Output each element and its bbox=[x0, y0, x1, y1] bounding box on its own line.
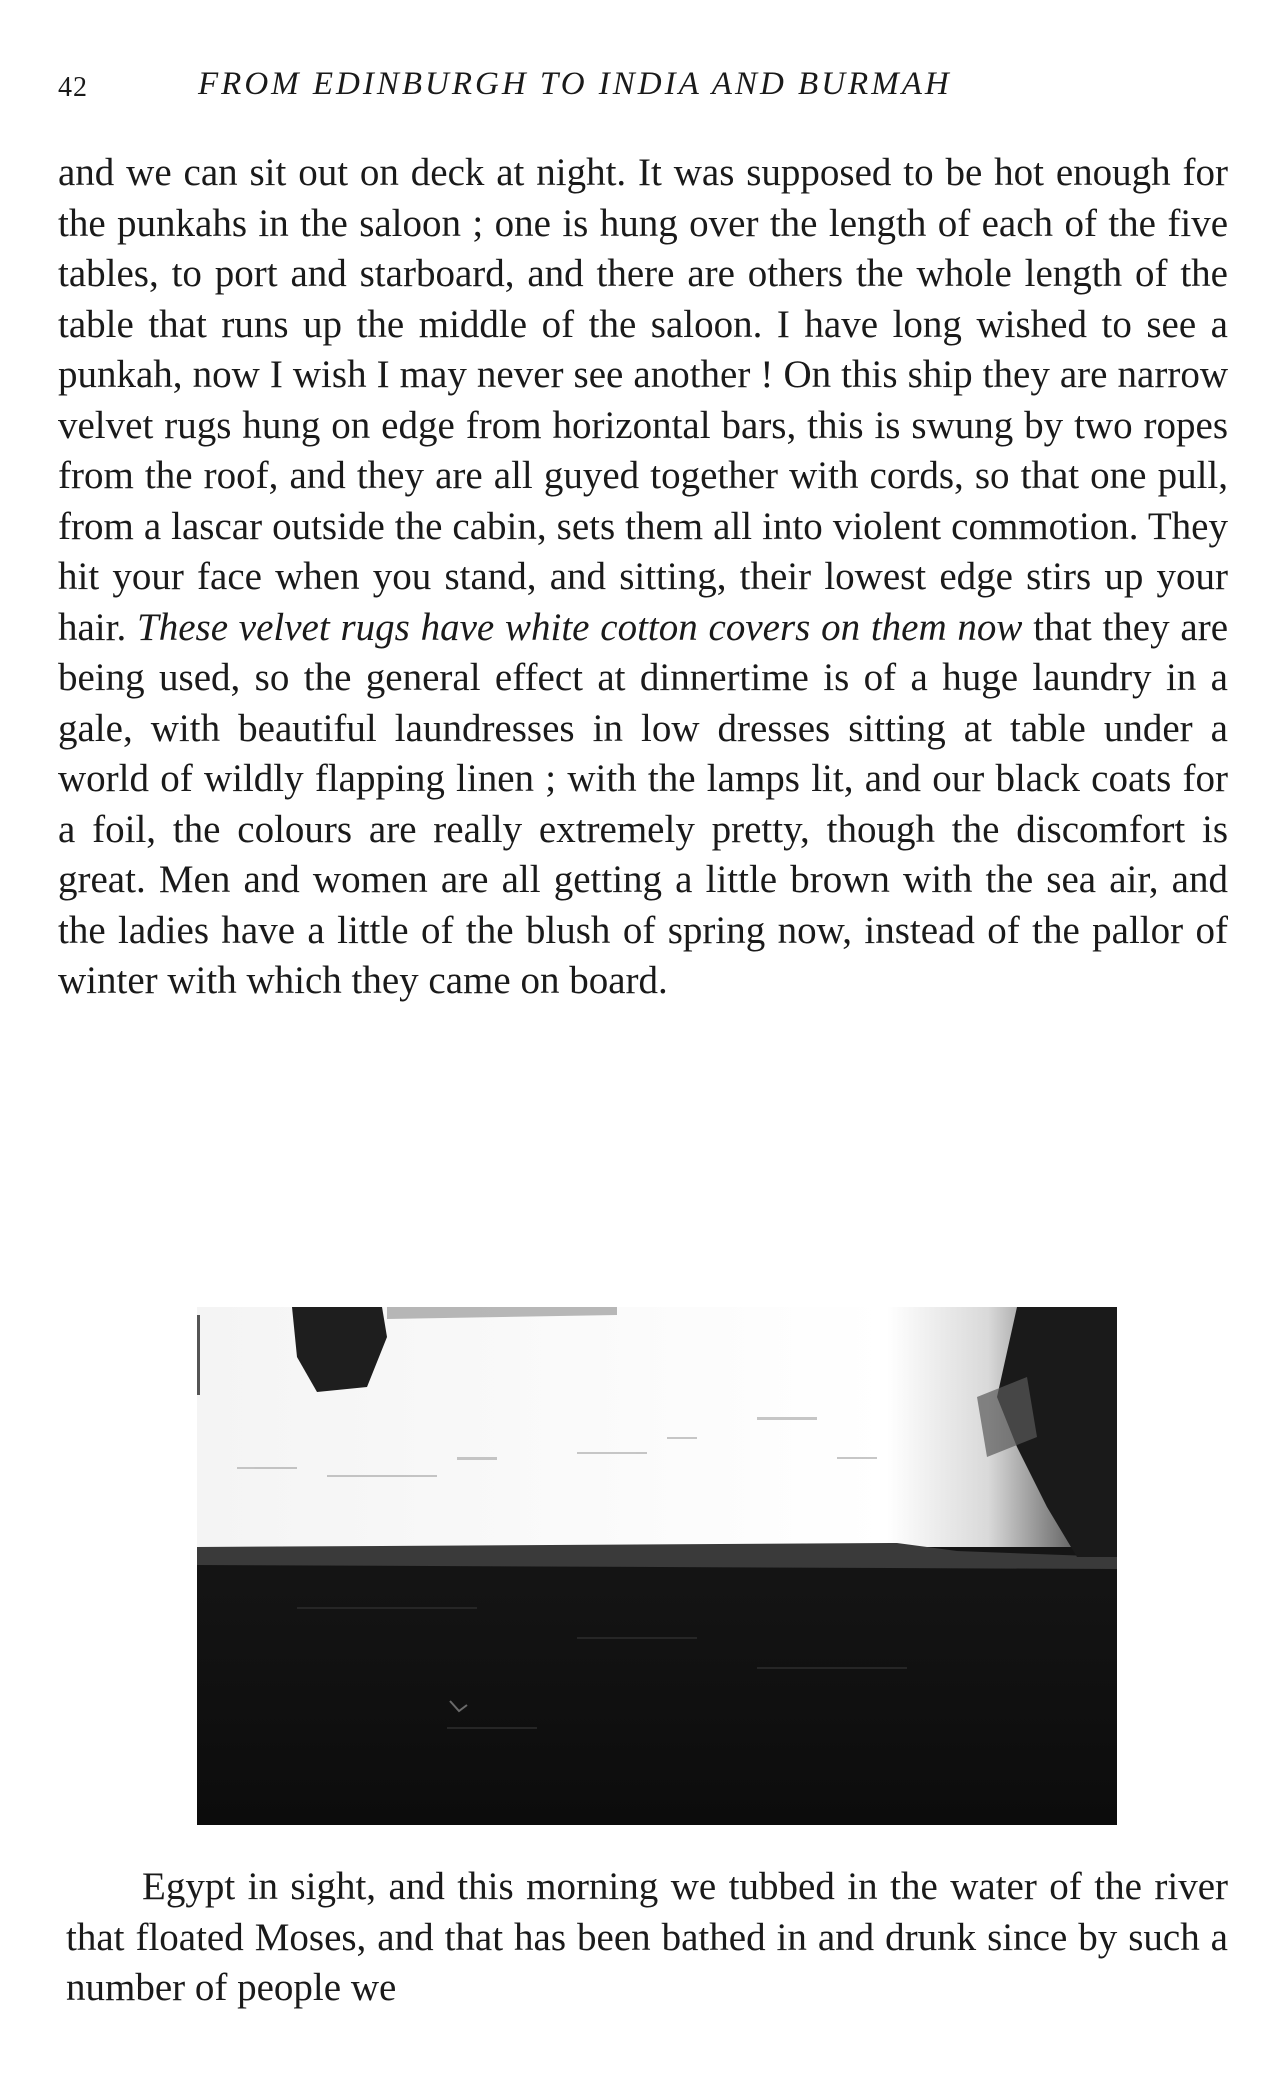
page-number: 42 bbox=[58, 72, 88, 103]
photo-plate bbox=[197, 1307, 1117, 1825]
paragraph-start: and we can sit out on deck at night. It was supposed to be hot enough for the punkahs in the saloon ; one is hung over the length of each of the five tables, to port and starboard, and there are others the whole length of the table that runs up the middle of the saloon. I have long wished to see a punkah, now I wish I may never see another ! On this ship they are narrow velvet rugs hung on edge from horizontal bars, this is swung by two ropes from the roof, and they are all guyed together with cords, so that one pull, from a lascar outside the cabin, sets them all into violent commotion. They hit your face when you stand, and sitting, their lowest edge stirs up your hair. bbox=[58, 151, 1228, 649]
italic-sentence: These velvet rugs have white cotton covers on them now bbox=[137, 605, 1023, 649]
body-paragraph bbox=[58, 148, 1228, 1007]
paragraph-end: that they are being used, so the general effect at dinnertime is of a huge laundry in a gale, with beautiful laundresses in low dresses sitting at table under a world of wildly flapping linen ; with the lamps lit, and our black coats for a foil, the colours are really extremely pretty, though the discomfort is great. Men and women are all getting a little brown with the sea air, and the ladies have a little of the blush of spring now, instead of the pallor of winter with which they came on board. bbox=[58, 605, 1229, 1002]
continuation-paragraph: Egypt in sight, and this morning we tubbed in the water of the river that floated Moses, and that has been bathed in and drunk since by such a number of people we bbox=[66, 1865, 1228, 2009]
running-title: FROM EDINBURGH TO INDIA AND BURMAH bbox=[198, 66, 952, 102]
faded-sea-photograph bbox=[197, 1307, 1117, 1825]
running-head bbox=[58, 66, 1228, 116]
